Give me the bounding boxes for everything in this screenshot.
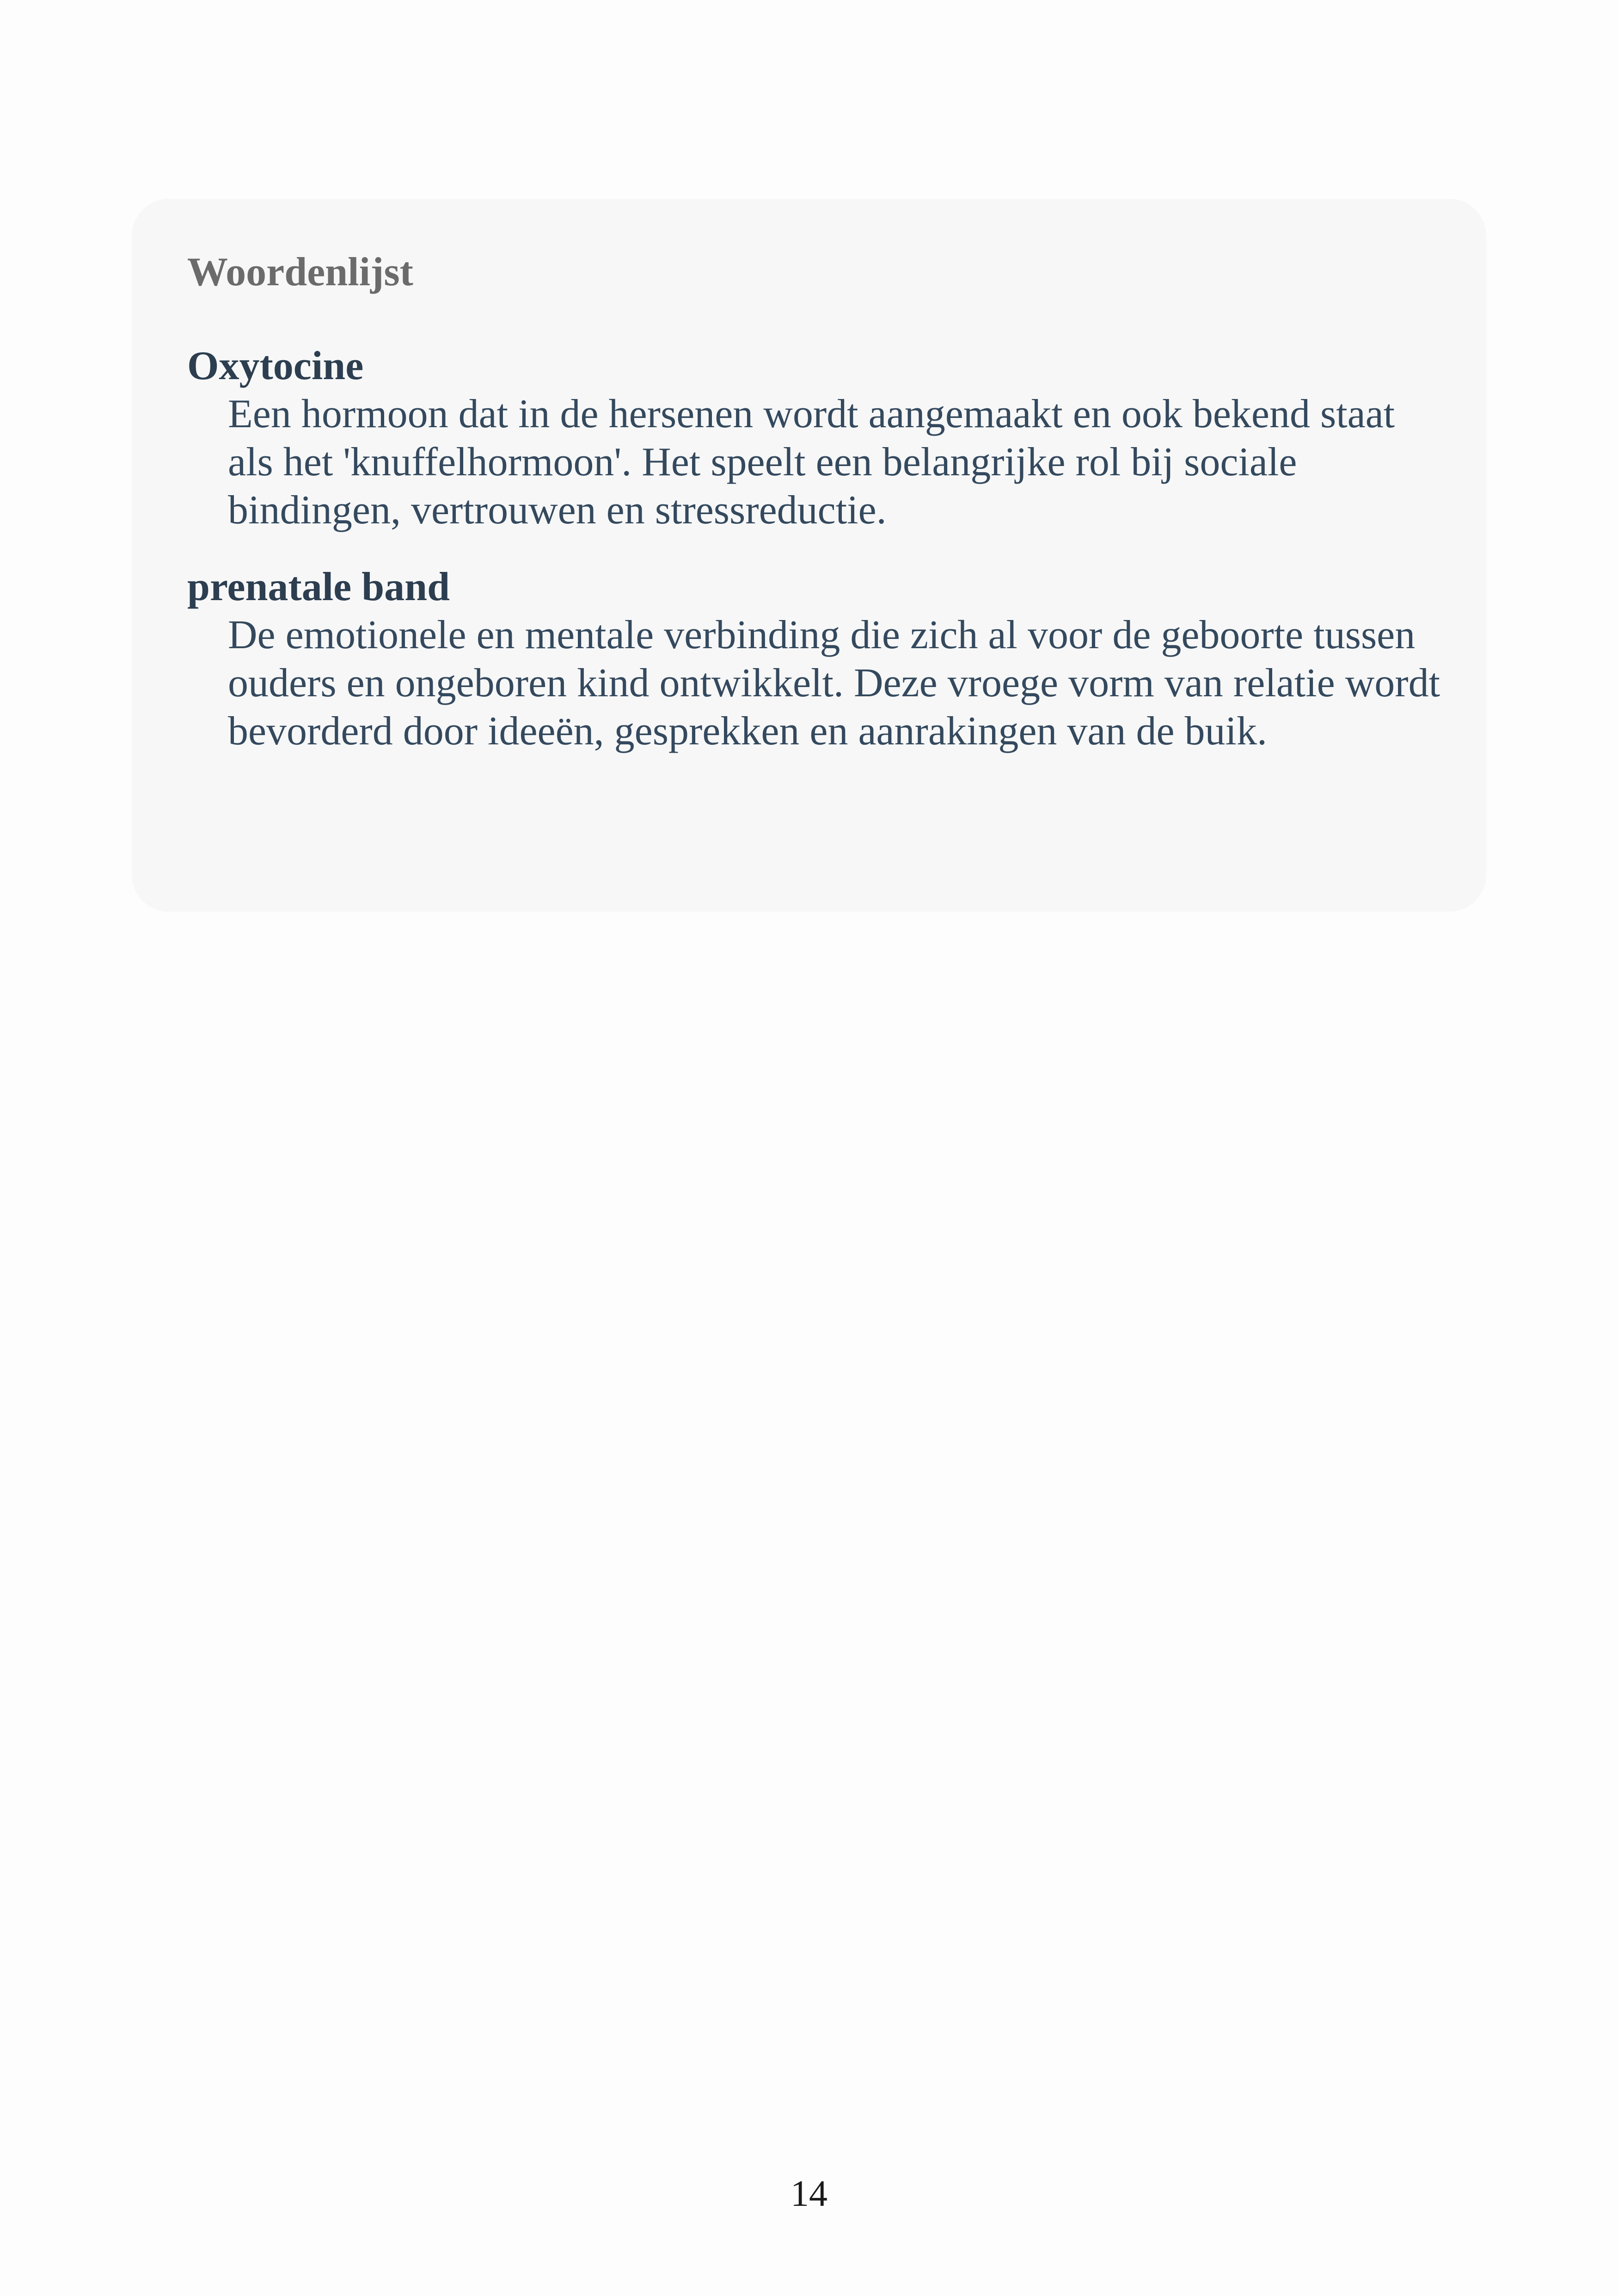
page-number: 14 bbox=[791, 2173, 827, 2214]
glossary-title: Woordenlijst bbox=[187, 250, 413, 295]
glossary-definition: De emotionele en mentale verbinding die zich al voor de geboorte tussen ouders en ongeboren kind ontwikkelt. Deze vroege vorm van relatie wordt bevorderd door ideeën, gesprekken en aanrakingen van de buik. bbox=[228, 613, 1440, 754]
glossary-term: Oxytocine bbox=[187, 344, 364, 388]
glossary-entry bbox=[187, 563, 1440, 755]
glossary-entry bbox=[187, 342, 1431, 534]
glossary-box bbox=[132, 199, 1486, 912]
glossary-term: prenatale band bbox=[187, 565, 450, 609]
glossary-definition: Een hormoon dat in de hersenen wordt aangemaakt en ook bekend staat als het 'knuffelhormoon'. Het speelt een belangrijke rol bij sociale bindingen, vertrouwen en stressreductie. bbox=[228, 392, 1395, 533]
